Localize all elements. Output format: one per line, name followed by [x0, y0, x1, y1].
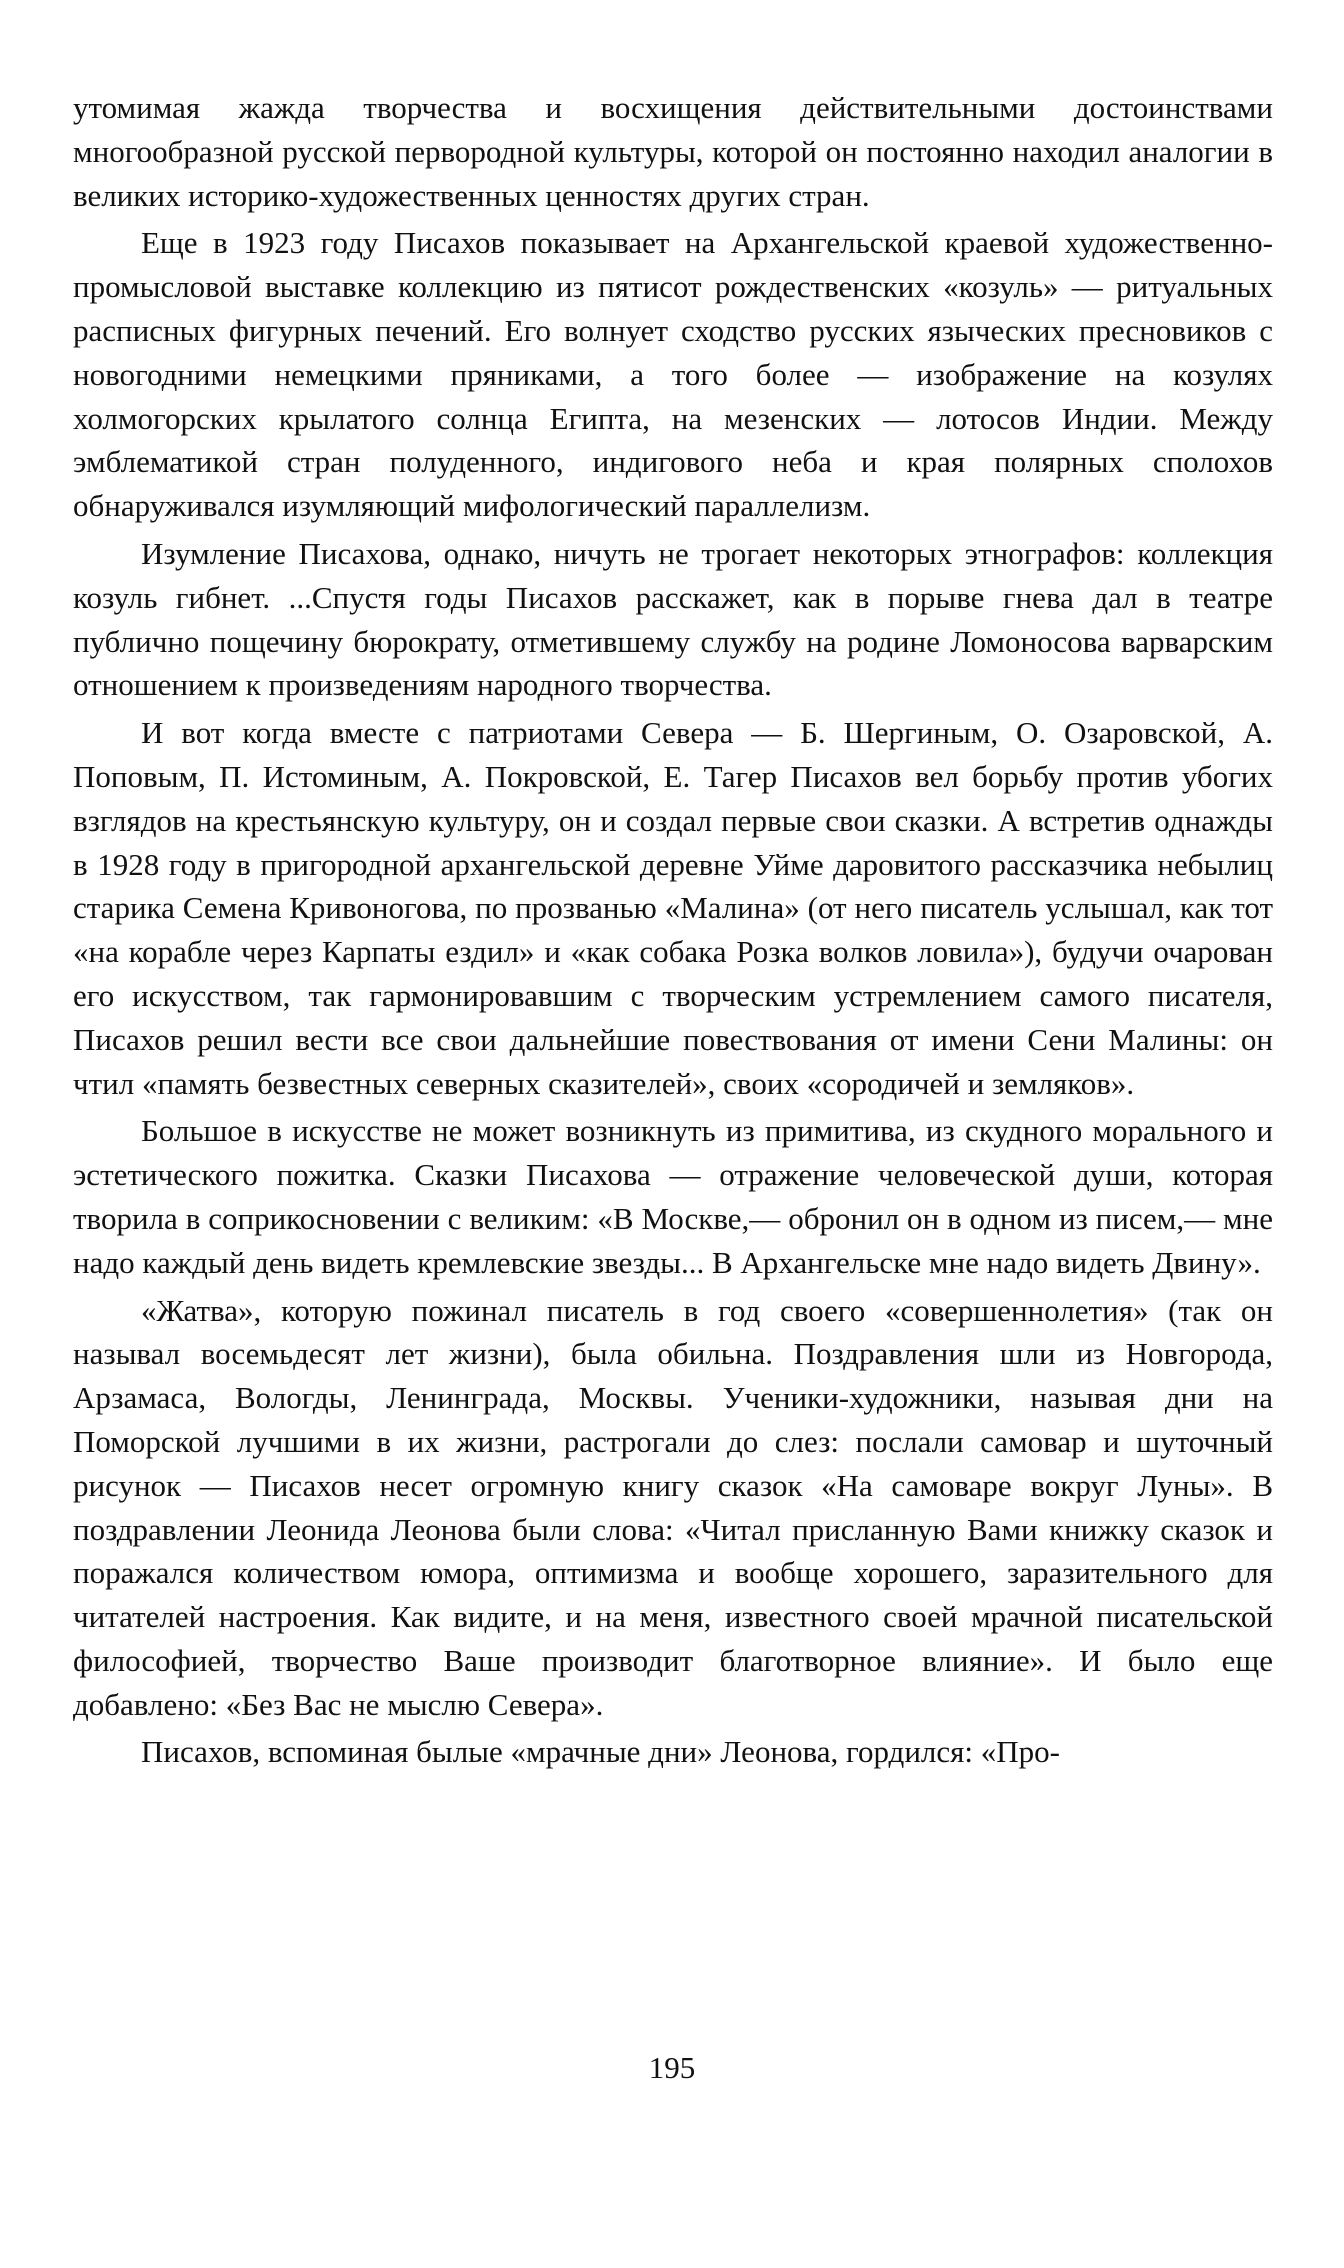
paragraph: Изумление Писахова, однако, ничуть не трогает некоторых этнографов: коллекция козуль гибнет. ...Спустя годы Писахов расскажет, как в порыве гнева дал в театре публично пощечину бюрократу, отметившему службу на родине Ломоносова варварским отношением к произведениям народного творчества.	[73, 535, 1273, 703]
paragraph: Большое в искусстве не может возникнуть из примитива, из скудного морального и эстетического пожитка. Сказки Писахова — отражение человеческой души, которая творила в соприкосновении с великим: «В Москве,— обронил он в одном из писем,— мне надо каждый день видеть кремлевские звезды... В Архангельске мне надо видеть Двину».	[73, 1113, 1273, 1280]
paragraph: И вот когда вместе с патриотами Севера — Б. Шергиным, О. Озаровской, А. Поповым, П. Истоминым, А. Покровской, Е. Тагер Писахов вел борьбу против убогих взглядов на крестьянскую культуру, он и создал первые свои сказки. А встретив однажды в 1928 году в пригородной архангельской деревне Уйме даровитого рассказчика небылиц старика Семена Кривоногова, по прозванью «Малина» (от него писатель услышал, как тот «на корабле через Карпаты ездил» и «как собака Розка волков ловила»), будучи очарован его искусством, так гармонировавшим с творческим устремлением самого писателя, Писахов решил вести все свои дальнейшие повествования от имени Сени Малины: он чтил «память безвестных северных сказителей», своих «сородичей и земляков».	[73, 715, 1273, 1101]
paragraph: Писахов, вспоминая былые «мрачные дни» Леонова, гордился: «Про-	[141, 1734, 1060, 1770]
page-body	[73, 86, 1273, 1774]
paragraph: «Жатва», которую пожинал писатель в год своего «совершеннолетия» (так он называл восемьдесят лет жизни), была обильна. Поздравления шли из Новгорода, Арзамаса, Вологды, Ленинграда, Москвы. Ученики-художники, называя дни на Поморской лучшими в их жизни, растрогали до слез: послали самовар и шуточный рисунок — Писахов несет огромную книгу сказок «На самоваре вокруг Луны». В поздравлении Леонида Леонова были слова: «Читал присланную Вами книжку сказок и поражался количеством юмора, оптимизма и вообще хорошего, заразительного для читателей настроения. Как видите, и на меня, известного своей мрачной писательской философией, творчество Ваше производит благотворное влияние». И было еще добавлено: «Без Вас не мыслю Севера».	[73, 1292, 1273, 1722]
page-number: 195	[648, 2050, 696, 2085]
paragraph: Еще в 1923 году Писахов показывает на Архангельской краевой художественно-промысловой выставке коллекцию из пятисот рождественских «козуль» — ритуальных расписных фигурных печений. Его волнует сходство русских языческих пресновиков с новогодними немецкими пряниками, а того более — изображение на козулях холмогорских крылатого солнца Египта, на мезенских — лотосов Индии. Между эмблематикой стран полуденного, индигового неба и края полярных сполохов обнаруживался изумляющий мифологический параллелизм.	[73, 225, 1273, 524]
paragraph-continuation: утомимая жажда творчества и восхищения действительными достоинствами многообразной русской первородной культуры, которой он постоянно находил аналогии в великих историко-художественных ценностях других стран.	[73, 90, 1273, 213]
